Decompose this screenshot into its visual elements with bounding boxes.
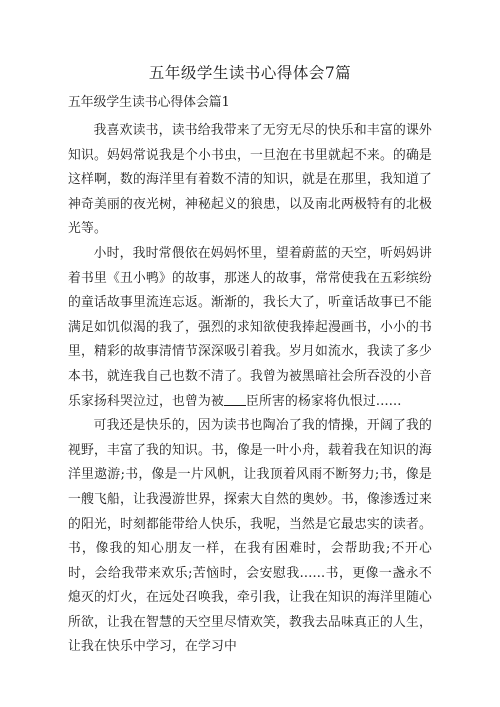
paragraph-2-text: 小时，我时常偎依在妈妈怀里，望着蔚蓝的天空，听妈妈讲着书里《丑小鸭》的故事，那迷人的故事，常常使我在五彩缤纷的童话故事里流连忘返。渐渐的，我长大了，听童话故事已不能满足如饥似渴的我了，强烈的求知欲使我捧起漫画书，小小的书里，精彩的故事清情节深深吸引着我。岁月如流水，我读了多少本书，就连我自己也数不清了。我曾为被黑暗社会所吞没的小音乐家扬科哭泣过，也曾为被 <box>68 245 432 409</box>
section-title: 五年级学生读书心得体会篇1 <box>68 95 230 110</box>
paragraph-2 <box>68 242 432 414</box>
paragraph-1-text: 我喜欢读书，读书给我带来了无穷无尽的快乐和丰富的课外知识。妈妈常说我是个小书虫，一旦泡在书里就起不来。的确是这样啊，数的海洋里有着数不清的知识，就是在那里，我知道了神奇美丽的夜光树，神秘起义的狼患，以及南北两极特有的北极光等。 <box>68 123 432 237</box>
document-title: 五年级学生读书心得体会7篇 <box>148 64 352 82</box>
fill-blank <box>224 393 246 406</box>
paragraph-3-text: 可我还是快乐的，因为读书也陶冶了我的情操，开阔了我的视野，丰富了我的知识。书，像是一叶小舟，载着我在知识的海洋里遨游;书，像是一片风帆，让我顶着风雨不断努力;书，像是一艘飞船，让我漫游世界，探索大自然的奥妙。书，像渗透过来的阳光，时刻都能带给人快乐，我呢，当然是它最忠实的读者。书，像我的知心朋友一样，在我有困难时，会帮助我;不开心时，会给我带来欢乐;苦恼时，会安慰我......书，更像一盏永不熄灭的灯火，在远处召唤我，牵引我，让我在知识的海洋里随心所欲，让我在智慧的天空里尽情欢笑，教我去品味真正的人生，让我在快乐中学习，在学习中 <box>68 418 432 655</box>
paragraph-1 <box>68 119 432 242</box>
paragraph-3 <box>68 414 432 660</box>
paragraph-2-text-end: 臣所害的杨家将仇恨过...... <box>245 393 402 409</box>
